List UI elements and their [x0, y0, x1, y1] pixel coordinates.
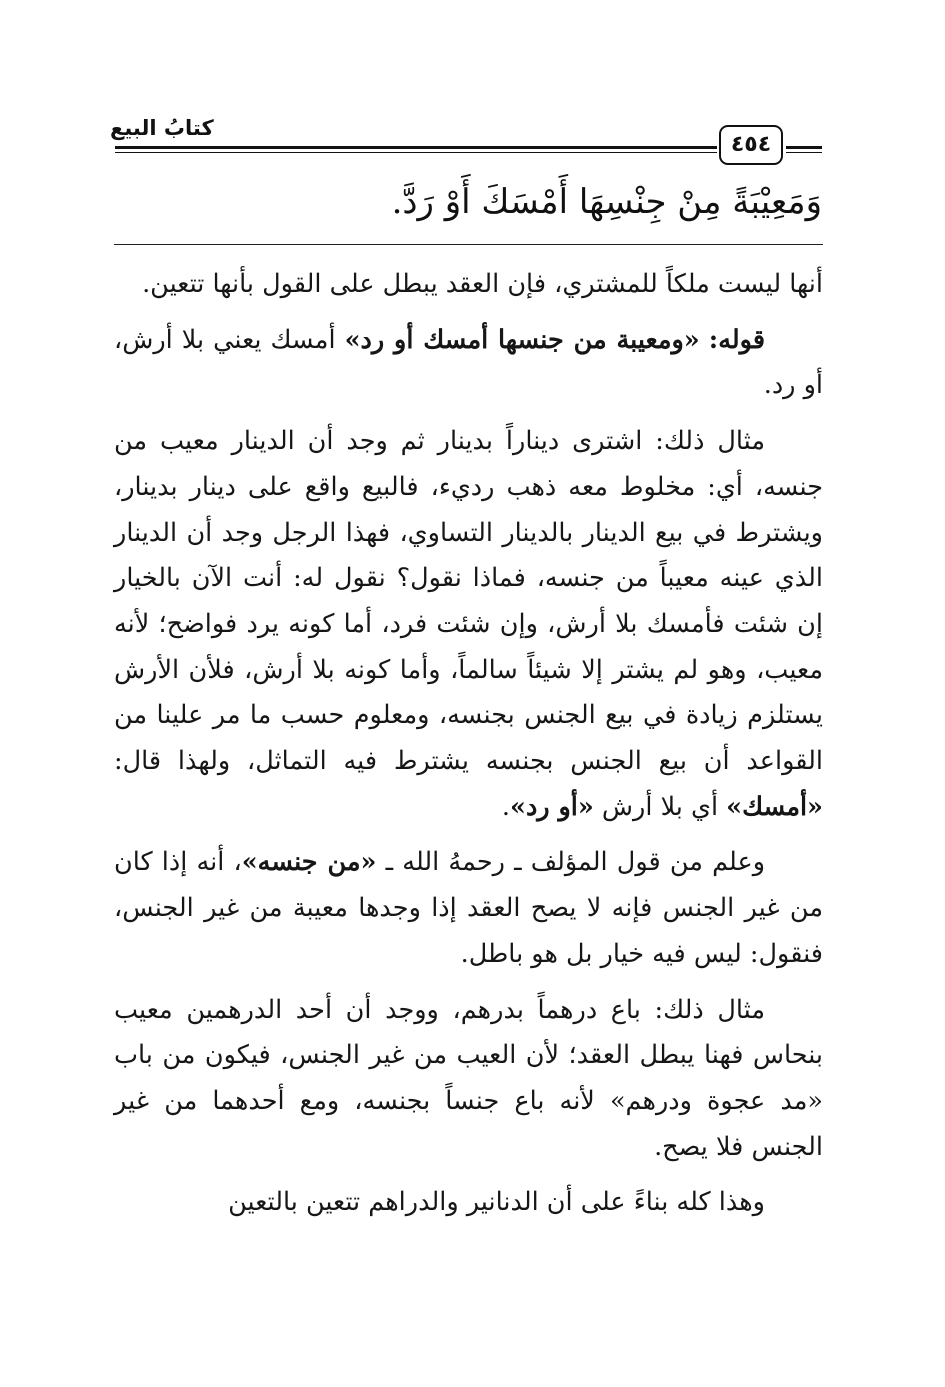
paragraph-1: أنها ليست ملكاً للمشتري، فإن العقد يبطل على القول بأنها تتعين.: [142, 269, 823, 299]
paragraph-4-text-a: وعلم من قول المؤلف ـ رحمهُ الله ـ: [376, 847, 766, 878]
paragraph-3: [114, 419, 823, 830]
commentary-body: [114, 262, 823, 1236]
header-rule-right: [786, 146, 822, 149]
paragraph-3-end: .: [501, 791, 510, 822]
paragraph-2-text: أمسك يعني بلا أرش، أو رد.: [114, 324, 823, 401]
paragraph-5: مثال ذلك: باع درهماً بدرهم، ووجد أن أحد الدرهمين معيب بنحاس فهنا يبطل العقد؛ لأن العيب من غير الجنس، فيكون من باب «مد عجوة ودرهم» لأنه باع جنساً بجنسه، ومع أحدهما من غير الجنس فلا يصح.: [114, 994, 823, 1162]
paragraph-4-text-b: ، أنه إذا كان من غير الجنس فإنه لا يصح العقد إذا وجدها معيبة من غير الجنس، فنقول: ليس فيه خيار بل هو باطل.: [114, 847, 823, 969]
qawluhu-label: قوله:: [708, 324, 766, 355]
paragraph-3-text-b: أي بلا أرش: [593, 791, 727, 822]
matn-separator-rule: [114, 244, 823, 245]
paragraph-3-text-a: مثال ذلك: اشترى ديناراً بدينار ثم وجد أن الدينار معيب من جنسه، أي: مخلوط معه ذهب رديء، فالبيع واقع على دينار بدينار، ويشترط في بيع الدينار بالدينار التساوي، فهذا الرجل وجد أن الدينار الذي عينه معيباً من جنسه، فماذا نقول؟ نقول له: أنت الآن بالخيار إن شئت فأمسك بلا أرش، وإن شئت فرد، أما كونه يرد فواضح؛ لأنه معيب، وهو لم يشتر إلا شيئاً سالماً، وأما كونه بلا أرش، فلأن الأرش يستلزم زيادة في بيع الجنس بجنسه، ومعلوم حسب ما مر علينا من القواعد أن بيع الجنس بجنسه يشترط فيه التماثل، ولهذا قال:: [114, 426, 823, 777]
paragraph-6: وهذا كله بناءً على أن الدنانير والدراهم تتعين بالتعين: [228, 1187, 765, 1218]
header-rule-thin: [115, 152, 717, 153]
matn-quote: «ومعيبة من جنسها أمسك أو رد»: [344, 324, 700, 355]
paragraph-4: [114, 840, 823, 977]
matn-verse: وَمَعِيْبَةً مِنْ جِنْسِهَا أَمْسَكَ أَوْ رَدَّ.: [391, 182, 822, 222]
running-title: كتابُ البيع: [110, 116, 214, 140]
quote-aw-rad: «أو رد»: [510, 791, 594, 822]
header-rule: [115, 146, 717, 149]
quote-min-jinsihi: «من جنسه»: [241, 847, 377, 878]
quote-amsak: «أمسك»: [726, 791, 823, 822]
page-number: ٤٥٤: [719, 125, 783, 165]
paragraph-2: [114, 318, 823, 409]
header-rule-right-thin: [786, 152, 822, 153]
